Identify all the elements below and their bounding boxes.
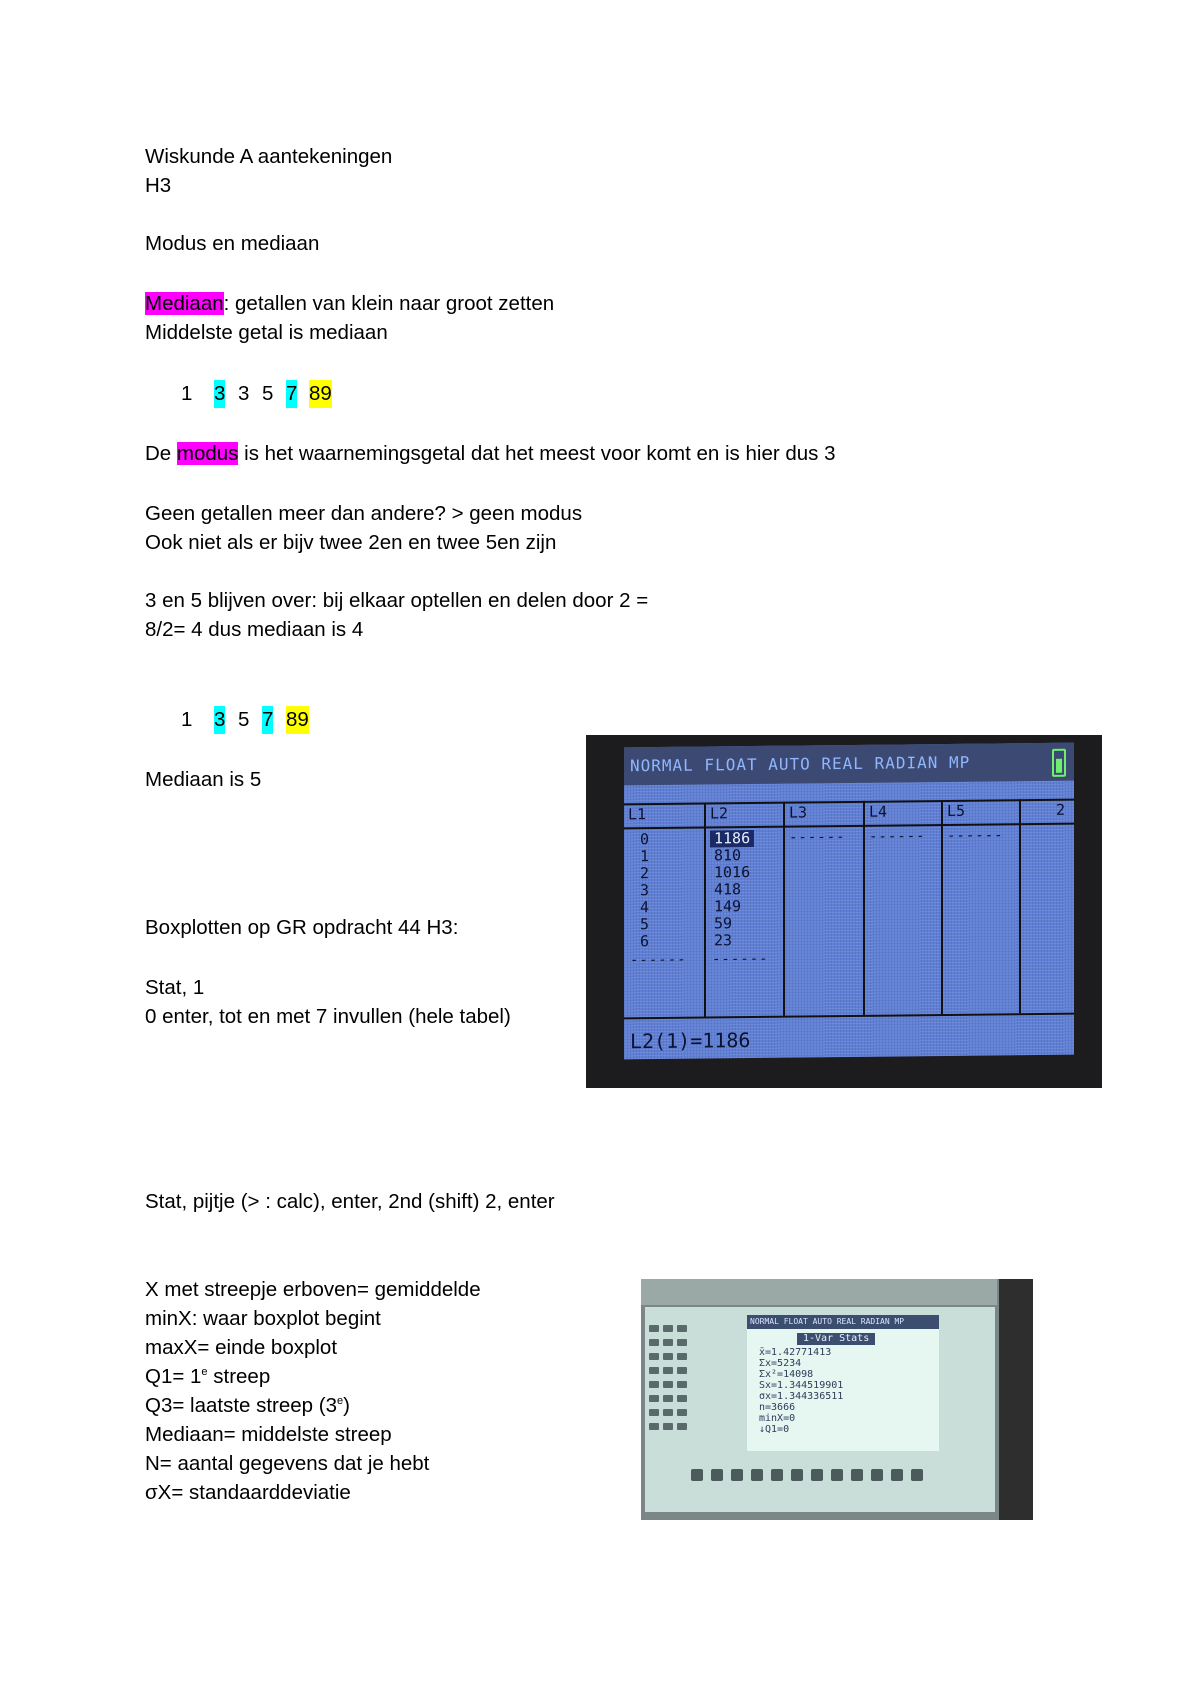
def-xbar: X met streepje erboven= gemiddelde	[145, 1278, 481, 1301]
l1-cell: 2	[640, 864, 650, 883]
def-q1-pre: Q1= 1	[145, 1365, 202, 1388]
modus-line-post: is het waarnemingsgetal dat het meest voor komt en is hier dus 3	[238, 442, 836, 465]
def-sigma: σX= standaarddeviatie	[145, 1481, 351, 1504]
l4-empty: ------	[869, 828, 926, 845]
def-n: N= aantal gegevens dat je hebt	[145, 1452, 430, 1475]
calculator-screen	[624, 743, 1074, 1060]
l2-cell: 1016	[714, 863, 751, 882]
modus-line	[145, 440, 836, 468]
l1-cell: 3	[640, 881, 650, 900]
calculator-status-bar: NORMAL FLOAT AUTO REAL RADIAN MP	[624, 743, 1074, 786]
column-label: L1	[628, 805, 647, 824]
seq1-number: 3	[214, 380, 225, 408]
mediaan-line2: Middelste getal is mediaan	[145, 321, 388, 344]
stat1-line: Stat, 1	[145, 976, 205, 999]
battery-icon	[1052, 749, 1066, 777]
l1-cell: 6	[640, 932, 650, 951]
list-column-divider	[624, 802, 706, 1017]
seq2-number: 5	[238, 708, 250, 731]
stat-line: σx=1.344336511	[759, 1391, 844, 1402]
stat-line: n=3666	[759, 1402, 796, 1413]
l1-cell: 4	[640, 898, 650, 917]
def-q1-sup: e	[201, 1366, 208, 1379]
def-q1-post: streep	[207, 1365, 271, 1388]
stat-line: ↓Q1=0	[759, 1424, 790, 1435]
seq2-number: 89	[286, 706, 309, 734]
seq1-number: 89	[309, 380, 332, 408]
column-label: L2	[710, 804, 729, 823]
stat-line: Sx=1.344519901	[759, 1380, 844, 1391]
def-mediaan: Mediaan= middelste streep	[145, 1423, 392, 1446]
def-q1	[145, 1363, 270, 1391]
geen-line-2: Ook niet als er bijv twee 2en en twee 5en zijn	[145, 531, 557, 554]
seq2-number: 1	[181, 708, 193, 731]
seq2-number: 7	[262, 706, 273, 734]
geen-line-1: Geen getallen meer dan andere? > geen modus	[145, 502, 583, 525]
emulator-keypad	[645, 1315, 691, 1465]
stat-calc-line: Stat, pijtje (> : calc), enter, 2nd (shift) 2, enter	[145, 1190, 555, 1213]
def-q3-sup: e	[337, 1395, 344, 1408]
l5-empty: ------	[947, 827, 1004, 844]
calculator-stats-photo	[641, 1279, 1033, 1520]
def-q3-pre: Q3= laatste streep (3	[145, 1394, 338, 1417]
calculator-list-photo	[586, 735, 1102, 1088]
l2-cell: 418	[714, 880, 742, 899]
l2-cell: 23	[714, 931, 733, 950]
l1-cell: 1	[640, 847, 650, 866]
stat-line: Σx=5234	[759, 1358, 802, 1369]
var-stats-header: 1-Var Stats	[797, 1333, 875, 1345]
entry-text: L2(1)=1186	[630, 1028, 751, 1054]
blijven-line-1: 3 en 5 blijven over: bij elkaar optellen en delen door 2 =	[145, 589, 649, 612]
section-title: Modus en mediaan	[145, 232, 320, 255]
mediaan-definition	[145, 290, 554, 318]
l2-cell: 810	[714, 846, 742, 865]
chapter-label: H3	[145, 174, 172, 197]
modus-line-pre: De	[145, 442, 177, 465]
page-title: Wiskunde A aantekeningen	[145, 145, 393, 168]
l2-cell: 59	[714, 914, 733, 933]
stat-line: Σx²=14098	[759, 1369, 814, 1380]
boxplot-title: Boxplotten op GR opdracht 44 H3:	[145, 916, 459, 939]
emulator-toolbar	[641, 1279, 997, 1305]
column-label: L4	[869, 802, 888, 821]
column-label: L3	[789, 803, 808, 822]
l1-cell: 5	[640, 915, 650, 934]
l2-cell-selected[interactable]: 1186	[710, 830, 754, 847]
l2-cell: 149	[714, 897, 742, 916]
modus-term: modus	[176, 442, 239, 465]
l2-end: ------	[712, 950, 769, 968]
def-q3-post: )	[343, 1394, 350, 1417]
seq1-number: 7	[286, 380, 297, 408]
blijven-line-2: 8/2= 4 dus mediaan is 4	[145, 618, 364, 641]
seq1-number: 1	[181, 382, 193, 405]
column-corner: 2	[1056, 800, 1066, 819]
photo-edge	[999, 1279, 1033, 1520]
lcd-status-bar: NORMAL FLOAT AUTO REAL RADIAN MP	[747, 1315, 939, 1329]
def-maxx: maxX= einde boxplot	[145, 1336, 338, 1359]
seq1-number: 5	[262, 382, 274, 405]
mediaan-term: Mediaan	[145, 292, 224, 315]
l1-end: ------	[630, 951, 687, 969]
seq1-number: 3	[238, 382, 250, 405]
l1-cell: 0	[640, 830, 650, 849]
stat-line: x̄=1.42771413	[759, 1347, 832, 1358]
column-label: L5	[947, 801, 966, 820]
def-minx: minX: waar boxplot begint	[145, 1307, 381, 1330]
def-q3	[145, 1392, 350, 1420]
emulator-lcd	[747, 1315, 939, 1451]
enter-line: 0 enter, tot en met 7 invullen (hele tabel)	[145, 1005, 511, 1028]
l3-empty: ------	[789, 829, 846, 846]
mediaan-is: Mediaan is 5	[145, 768, 262, 791]
mediaan-definition-text: : getallen van klein naar groot zetten	[223, 292, 555, 315]
emulator-bottom-keys	[691, 1465, 981, 1487]
seq2-number: 3	[214, 706, 225, 734]
stat-line: minX=0	[759, 1413, 796, 1424]
